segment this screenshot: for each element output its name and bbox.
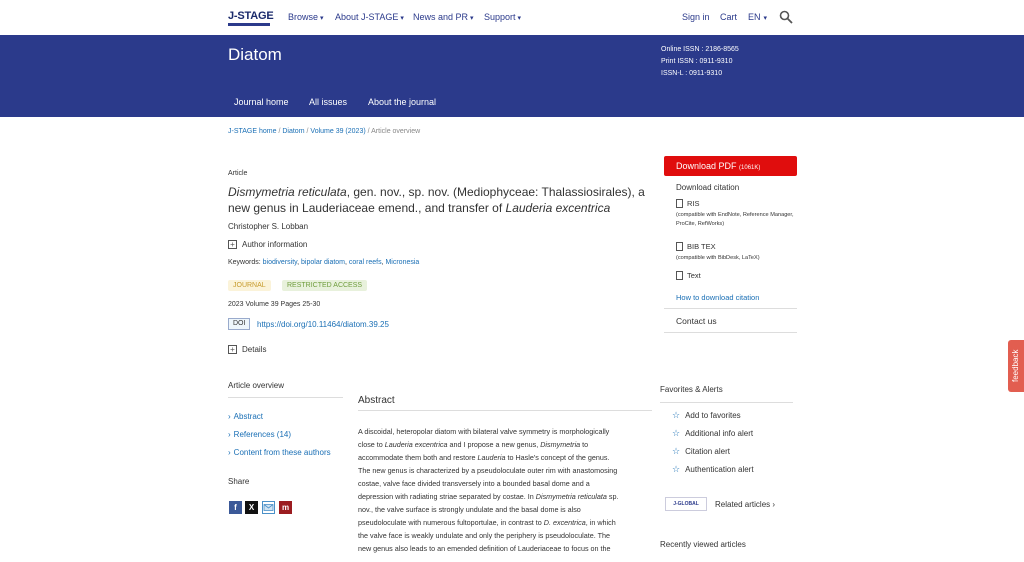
abstract-line: pseudoloculate with numerous fultoportulae, in contrast to D. excentrica, in which <box>358 518 616 527</box>
keyword-link[interactable]: Micronesia <box>385 259 420 266</box>
breadcrumb-volume[interactable]: Volume 39 (2023) <box>310 128 366 135</box>
language-label: EN <box>748 12 761 22</box>
article-type: Article <box>228 170 248 177</box>
chevron-right-icon: › <box>228 412 231 421</box>
details-label: Details <box>242 345 267 354</box>
document-icon <box>676 271 683 280</box>
breadcrumb-journal[interactable]: Diatom <box>282 128 305 135</box>
document-icon <box>676 242 683 251</box>
search-icon[interactable] <box>779 10 793 24</box>
add-to-favorites[interactable] <box>672 410 741 421</box>
nav-news-label: News and PR <box>413 12 469 22</box>
additional-info-alert[interactable] <box>672 428 753 439</box>
star-icon: ☆ <box>672 428 681 438</box>
citation-ris[interactable] <box>676 199 700 208</box>
download-pdf-label: Download PDF <box>676 161 737 171</box>
article-title <box>228 184 648 216</box>
citation-bibtex[interactable] <box>676 242 716 251</box>
feedback-tab[interactable]: feedback <box>1008 340 1024 392</box>
share-heading: Share <box>228 477 250 486</box>
sign-in-link[interactable]: Sign in <box>682 12 710 22</box>
keywords-label: Keywords: <box>228 259 261 266</box>
citation-alert[interactable] <box>672 446 730 457</box>
contact-us-link[interactable]: Contact us <box>676 316 717 326</box>
breadcrumb <box>228 128 420 135</box>
x-icon[interactable]: X <box>245 501 258 514</box>
caret-down-icon: ▾ <box>400 15 404 22</box>
abstract-line: the valve face is weakly undulate and only the periphery is pseudoloculate. The <box>358 531 610 540</box>
nav-support-label: Support <box>484 12 516 22</box>
plus-icon: + <box>228 240 237 249</box>
authentication-alert[interactable] <box>672 464 754 475</box>
abstract-line: accommodate them both and restore Lauderia to Hasle's concept of the genus. <box>358 453 610 462</box>
plus-icon: + <box>228 345 237 354</box>
overview-references-link[interactable] <box>228 430 291 439</box>
keyword-link[interactable]: bipolar diatom <box>301 259 345 266</box>
divider <box>660 402 793 403</box>
text-label: Text <box>687 271 701 280</box>
star-icon: ☆ <box>672 446 681 456</box>
overview-authors-link[interactable] <box>228 448 331 457</box>
title-genus: Dismymetria reticulata <box>228 185 347 199</box>
caret-down-icon: ▾ <box>470 15 474 22</box>
nav-news[interactable] <box>413 12 474 22</box>
authentication-alert-label: Authentication alert <box>685 465 754 474</box>
journal-title[interactable]: Diatom <box>228 45 282 64</box>
title-species: Lauderia excentrica <box>505 201 611 215</box>
volume-pages: 2023 Volume 39 Pages 25-30 <box>228 301 321 308</box>
bibtex-note: (compatible with BibDesk, LaTeX) <box>676 255 760 261</box>
divider <box>228 397 343 398</box>
abstract-line: A discoidal, heteropolar diatom with bilateral valve symmetry is morphologically <box>358 427 610 436</box>
keyword-link[interactable]: coral reefs <box>348 259 382 266</box>
overview-heading: Article overview <box>228 381 285 390</box>
keywords: Keywords: biodiversity, bipolar diatom, coral reefs, Micronesia <box>228 259 420 266</box>
star-icon: ☆ <box>672 410 681 420</box>
citation-alert-label: Citation alert <box>685 447 730 456</box>
abstract-line: depression with radiating striae separated by costae. In Dismymetria reticulata sp. <box>358 492 619 501</box>
nav-support[interactable] <box>484 12 521 22</box>
add-to-favorites-label: Add to favorites <box>685 411 741 420</box>
jstage-logo[interactable] <box>228 10 273 26</box>
abstract-line: close to Lauderia excentrica and I propose a new genus, Dismymetria to <box>358 440 589 449</box>
tab-all-issues[interactable]: All issues <box>309 97 348 107</box>
logo-bar <box>228 23 270 26</box>
divider <box>664 308 797 309</box>
tab-journal-home[interactable]: Journal home <box>234 97 289 107</box>
title-text: , gen. nov., sp. nov. (Mediophyceae: Thalassiosirales), a new genus in Lauderiaceae emend., and transfer of <box>228 185 645 215</box>
details-toggle[interactable] <box>228 345 266 354</box>
author-info-toggle[interactable] <box>228 240 307 249</box>
document-icon <box>676 199 683 208</box>
divider <box>664 332 797 333</box>
overview-abstract-label: Abstract <box>233 412 264 421</box>
author-info-label: Author information <box>242 240 308 249</box>
pdf-size: (1061K) <box>739 165 761 171</box>
doi-link[interactable]: https://doi.org/10.11464/diatom.39.25 <box>257 320 389 329</box>
chevron-right-icon: › <box>228 430 231 439</box>
breadcrumb-separator: / <box>367 128 370 135</box>
logo-text: J-STAGE <box>228 10 274 22</box>
overview-authors-label: Content from these authors <box>233 448 331 457</box>
download-citation-heading: Download citation <box>676 183 740 192</box>
favorites-alerts-heading: Favorites & Alerts <box>660 385 723 394</box>
overview-references-label: References (14) <box>233 430 292 439</box>
print-issn: Print ISSN : 0911-9310 <box>661 58 733 65</box>
caret-down-icon: ▾ <box>320 15 324 22</box>
additional-info-alert-label: Additional info alert <box>685 429 754 438</box>
email-icon[interactable] <box>262 501 275 514</box>
breadcrumb-separator: / <box>306 128 309 135</box>
abstract-line: new genus also leads to an emended definition of Lauderiaceae to focus on the <box>358 544 611 553</box>
bibtex-label: BIB TEX <box>687 242 716 251</box>
citation-text[interactable] <box>676 271 701 280</box>
nav-about[interactable] <box>335 12 404 22</box>
ris-note: (compatible with EndNote, Reference Manager, ProCite, RefWorks) <box>676 212 794 227</box>
download-pdf-button[interactable] <box>664 156 797 176</box>
abstract-text <box>358 425 652 555</box>
chevron-right-icon: › <box>228 448 231 457</box>
doi-badge: DOI <box>228 318 250 330</box>
ris-label: RIS <box>687 199 700 208</box>
abstract-line: The new genus is characterized by a pseudoloculate outer rim with anastomosing <box>358 466 618 475</box>
top-navbar <box>0 0 1024 35</box>
breadcrumb-current: Article overview <box>371 128 421 135</box>
nav-about-label: About J-STAGE <box>335 12 399 22</box>
caret-down-icon: ▾ <box>517 15 522 22</box>
keyword-link[interactable]: biodiversity <box>262 259 298 266</box>
breadcrumb-home[interactable]: J-STAGE home <box>228 128 277 135</box>
tab-about-journal[interactable]: About the journal <box>368 97 437 107</box>
nav-browse[interactable] <box>288 12 324 22</box>
journal-banner <box>0 35 1024 117</box>
nav-browse-label: Browse <box>288 12 319 22</box>
chevron-right-icon: › <box>772 500 776 509</box>
abstract-line: nov., the valve surface is strongly undulate and the basal dome is also <box>358 505 581 514</box>
facebook-icon[interactable]: f <box>229 501 242 514</box>
how-to-download-citation-link[interactable]: How to download citation <box>676 293 760 302</box>
recently-viewed-heading: Recently viewed articles <box>660 540 746 549</box>
abstract-heading: Abstract <box>358 395 395 406</box>
related-articles-label: Related articles <box>715 500 771 509</box>
divider <box>358 410 652 411</box>
related-articles-link[interactable] <box>715 500 775 509</box>
jglobal-logo[interactable]: J-GLOBAL <box>665 497 707 511</box>
journal-badge: JOURNAL <box>228 280 271 291</box>
mendeley-icon[interactable]: m <box>279 501 292 514</box>
breadcrumb-separator: / <box>278 128 281 135</box>
online-issn: Online ISSN : 2186-8565 <box>661 46 739 53</box>
overview-abstract-link[interactable] <box>228 412 263 421</box>
language-selector[interactable] <box>748 12 767 22</box>
restricted-access-badge: RESTRICTED ACCESS <box>282 280 367 291</box>
author-name: Christopher S. Lobban <box>228 222 309 231</box>
cart-link[interactable]: Cart <box>720 12 738 22</box>
abstract-line: costae, valve face divided transversely into a bounded basal dome and a <box>358 479 590 488</box>
caret-down-icon: ▾ <box>763 15 768 22</box>
star-icon: ☆ <box>672 464 681 474</box>
issn-l: ISSN-L : 0911-9310 <box>661 70 723 77</box>
